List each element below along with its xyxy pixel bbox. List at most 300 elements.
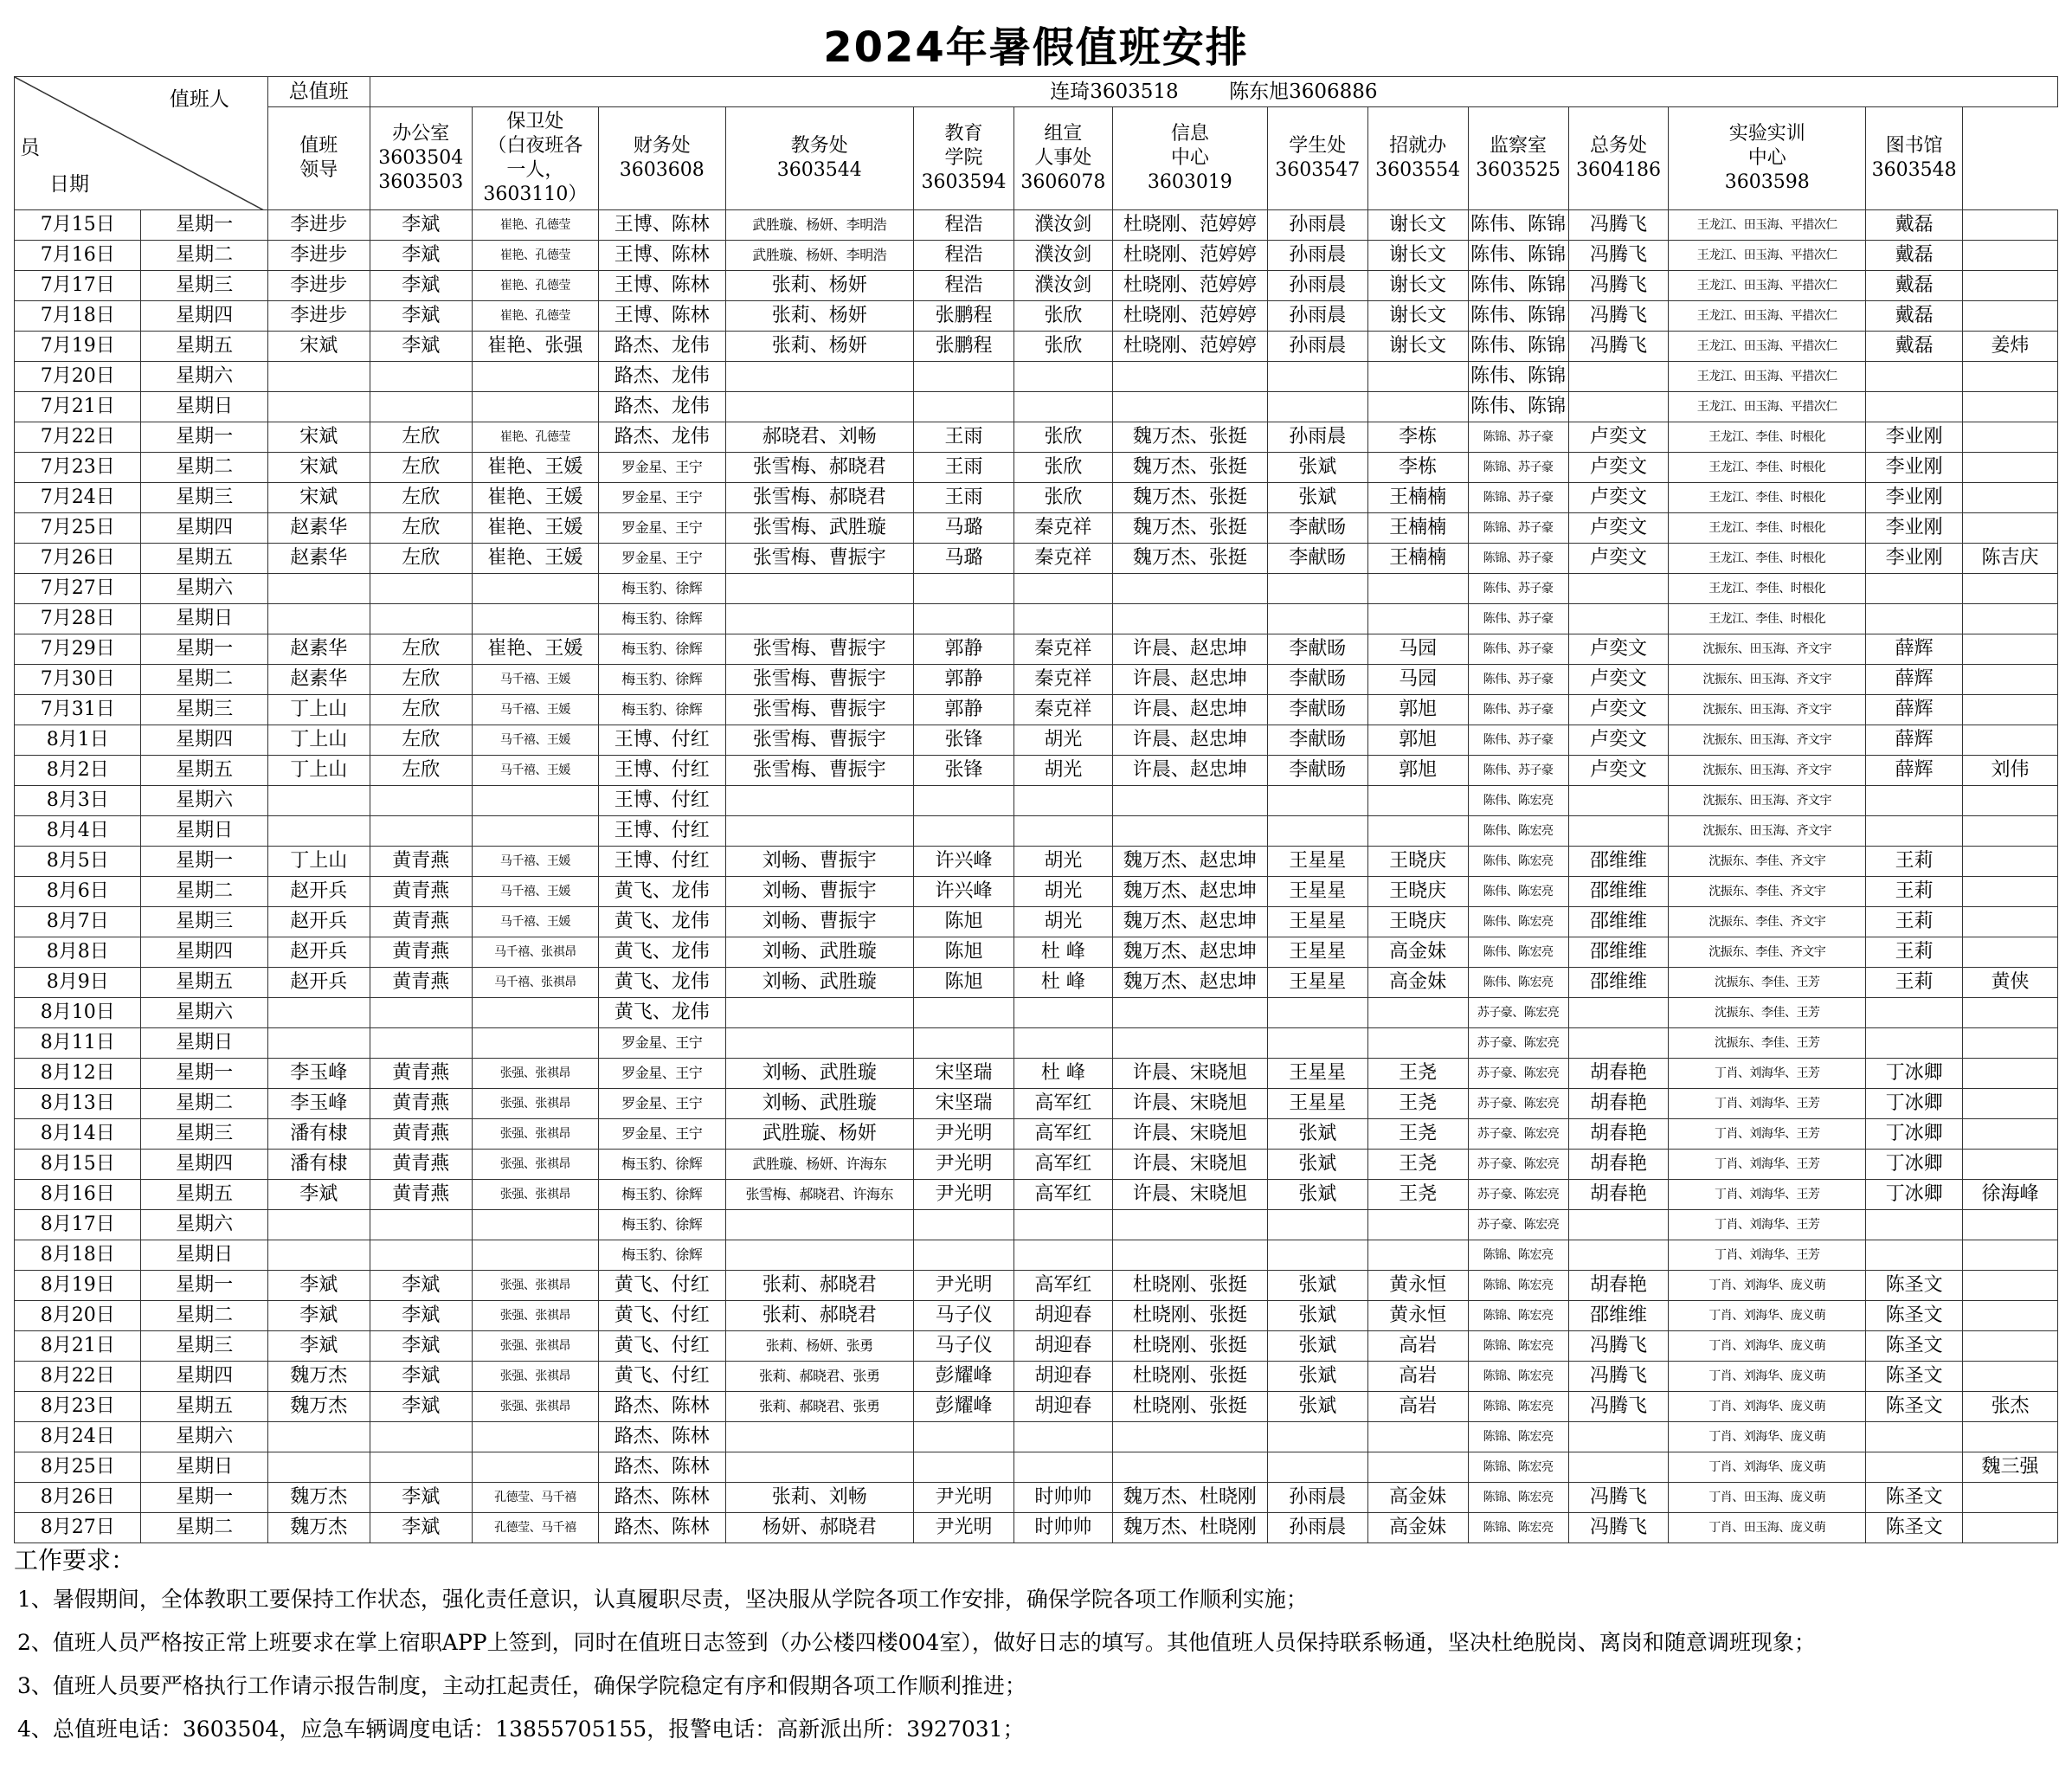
- table-cell: 黄青燕: [370, 1150, 472, 1180]
- table-cell: [1112, 1452, 1267, 1483]
- table-cell: 梅玉豹、徐辉: [599, 1150, 725, 1180]
- table-cell: 高军红: [1013, 1180, 1112, 1210]
- table-cell: 8月14日: [15, 1119, 141, 1150]
- table-cell: [1963, 1271, 2058, 1301]
- table-cell: 李斌: [267, 1271, 370, 1301]
- table-cell: 丁肖、刘海华、王芳: [1669, 1150, 1866, 1180]
- table-cell: 张雪梅、郝晓君、许海东: [725, 1180, 914, 1210]
- table-cell: 8月25日: [15, 1452, 141, 1483]
- table-row: [15, 1331, 2058, 1362]
- table-cell: 黄飞、龙伟: [599, 877, 725, 907]
- table-row: [15, 544, 2058, 574]
- table-cell: 8月15日: [15, 1150, 141, 1180]
- table-cell: 卢奕文: [1568, 422, 1669, 453]
- table-cell: [725, 786, 914, 816]
- table-cell: [914, 998, 1014, 1028]
- table-cell: 李斌: [370, 241, 472, 271]
- table-row: [15, 1180, 2058, 1210]
- table-cell: 陈锦、陈宏亮: [1468, 1301, 1568, 1331]
- table-cell: 尹光明: [914, 1150, 1014, 1180]
- table-cell: 李业刚: [1866, 513, 1963, 544]
- table-cell: 黄永恒: [1367, 1301, 1468, 1331]
- table-cell: 陈伟、陈锦: [1468, 392, 1568, 422]
- table-cell: 冯腾飞: [1568, 1513, 1669, 1543]
- table-cell: 沈振东、田玉海、齐文宇: [1669, 634, 1866, 665]
- table-cell: [914, 1452, 1014, 1483]
- table-cell: 路杰、陈林: [599, 1392, 725, 1422]
- table-cell: [472, 604, 598, 634]
- table-cell: [914, 604, 1014, 634]
- table-cell: 宋斌: [267, 483, 370, 513]
- table-cell: 武胜璇、杨妍、李明浩: [725, 210, 914, 241]
- table-cell: 星期六: [141, 574, 267, 604]
- table-cell: 苏子豪、陈宏亮: [1468, 1089, 1568, 1119]
- table-cell: [725, 998, 914, 1028]
- table-cell: 8月12日: [15, 1059, 141, 1089]
- table-cell: [370, 362, 472, 392]
- table-cell: 7月22日: [15, 422, 141, 453]
- table-cell: [1963, 210, 2058, 241]
- table-cell: 王龙江、田玉海、平措次仁: [1669, 332, 1866, 362]
- table-cell: 马璐: [914, 513, 1014, 544]
- table-cell: 黄青燕: [370, 1059, 472, 1089]
- table-cell: 王龙江、李佳、时根化: [1669, 604, 1866, 634]
- table-row: [15, 513, 2058, 544]
- table-cell: [1367, 1210, 1468, 1240]
- table-cell: 罗金星、王宁: [599, 1119, 725, 1150]
- table-cell: 黄侠: [1963, 968, 2058, 998]
- table-cell: 8月8日: [15, 937, 141, 968]
- table-cell: [1866, 998, 1963, 1028]
- table-cell: 张强、张祺昂: [472, 1180, 598, 1210]
- table-cell: 武胜璇、杨妍、许海东: [725, 1150, 914, 1180]
- table-cell: 孙雨晨: [1267, 271, 1367, 301]
- table-cell: 马子仪: [914, 1331, 1014, 1362]
- table-cell: 7月28日: [15, 604, 141, 634]
- table-cell: 胡光: [1013, 847, 1112, 877]
- table-cell: [1963, 998, 2058, 1028]
- column-header: 财务处 3603608: [599, 107, 725, 210]
- table-cell: [1112, 816, 1267, 847]
- table-cell: [1568, 998, 1669, 1028]
- table-cell: 刘畅、武胜璇: [725, 937, 914, 968]
- table-cell: 陈锦、苏子豪: [1468, 453, 1568, 483]
- table-cell: [1963, 513, 2058, 544]
- table-cell: [1963, 241, 2058, 271]
- table-cell: [1568, 1452, 1669, 1483]
- table-cell: 王龙江、李佳、时根化: [1669, 574, 1866, 604]
- table-cell: 王龙江、李佳、时根化: [1669, 453, 1866, 483]
- table-cell: 崔艳、孔德莹: [472, 301, 598, 332]
- header-corner-cell: [15, 77, 268, 210]
- table-cell: 李业刚: [1866, 422, 1963, 453]
- table-cell: 左欣: [370, 422, 472, 453]
- table-cell: [1568, 786, 1669, 816]
- table-cell: 魏万杰、赵忠坤: [1112, 877, 1267, 907]
- table-cell: 崔艳、孔德莹: [472, 271, 598, 301]
- table-cell: 陈锦、苏子豪: [1468, 513, 1568, 544]
- table-cell: 左欣: [370, 513, 472, 544]
- table-cell: 尹光明: [914, 1271, 1014, 1301]
- table-cell: [1568, 1210, 1669, 1240]
- table-cell: [1568, 362, 1669, 392]
- table-cell: 陈伟、苏子豪: [1468, 665, 1568, 695]
- table-cell: 王龙江、李佳、时根化: [1669, 513, 1866, 544]
- table-cell: [725, 362, 914, 392]
- table-cell: [1367, 1422, 1468, 1452]
- table-cell: 邵维维: [1568, 968, 1669, 998]
- table-cell: 高军红: [1013, 1119, 1112, 1150]
- table-cell: 李献旸: [1267, 544, 1367, 574]
- table-cell: 王博、陈林: [599, 241, 725, 271]
- table-cell: [267, 1422, 370, 1452]
- page: [14, 19, 2058, 1751]
- table-cell: [267, 604, 370, 634]
- table-cell: 王龙江、李佳、时根化: [1669, 544, 1866, 574]
- table-cell: 张莉、郝晓君: [725, 1301, 914, 1331]
- table-cell: 李斌: [370, 1513, 472, 1543]
- table-cell: 马千禧、王媛: [472, 756, 598, 786]
- table-cell: 刘畅、武胜璇: [725, 968, 914, 998]
- table-cell: 8月27日: [15, 1513, 141, 1543]
- table-cell: 张莉、杨妍、张勇: [725, 1331, 914, 1362]
- table-cell: 星期六: [141, 362, 267, 392]
- table-cell: [1013, 786, 1112, 816]
- table-cell: [1963, 665, 2058, 695]
- table-cell: 张斌: [1267, 1119, 1367, 1150]
- table-cell: 陈锦、陈宏亮: [1468, 1483, 1568, 1513]
- table-cell: 星期二: [141, 665, 267, 695]
- table-cell: [1367, 1028, 1468, 1059]
- table-cell: 李斌: [267, 1301, 370, 1331]
- table-cell: [1112, 392, 1267, 422]
- table-cell: 马璐: [914, 544, 1014, 574]
- table-cell: 马千禧、张祺昂: [472, 937, 598, 968]
- table-cell: 张斌: [1267, 1331, 1367, 1362]
- table-cell: 王雨: [914, 453, 1014, 483]
- corner-label-member: 员: [20, 137, 40, 159]
- table-cell: 梅玉豹、徐辉: [599, 574, 725, 604]
- table-cell: [1866, 1028, 1963, 1059]
- table-cell: 黄青燕: [370, 968, 472, 998]
- table-cell: 宋坚瑞: [914, 1089, 1014, 1119]
- table-cell: 宋坚瑞: [914, 1059, 1014, 1089]
- table-cell: 沈振东、李佳、齐文宇: [1669, 937, 1866, 968]
- table-row: [15, 634, 2058, 665]
- table-row: [15, 1422, 2058, 1452]
- table-cell: [370, 1422, 472, 1452]
- table-cell: 张欣: [1013, 301, 1112, 332]
- table-cell: 王莉: [1866, 877, 1963, 907]
- table-cell: [472, 574, 598, 604]
- table-cell: [370, 816, 472, 847]
- table-cell: 王尧: [1367, 1059, 1468, 1089]
- table-cell: 星期一: [141, 847, 267, 877]
- table-cell: 罗金星、王宁: [599, 1089, 725, 1119]
- table-cell: 李斌: [267, 1180, 370, 1210]
- table-cell: [1963, 483, 2058, 513]
- table-cell: [370, 998, 472, 1028]
- table-cell: 陈圣文: [1866, 1362, 1963, 1392]
- table-cell: 赵素华: [267, 634, 370, 665]
- table-cell: [1367, 816, 1468, 847]
- table-cell: [1013, 1240, 1112, 1271]
- table-cell: 张斌: [1267, 1180, 1367, 1210]
- table-cell: 郭静: [914, 665, 1014, 695]
- table-cell: [1963, 1150, 2058, 1180]
- table-cell: 郭静: [914, 695, 1014, 725]
- table-cell: 孙雨晨: [1267, 241, 1367, 271]
- table-cell: 星期日: [141, 1028, 267, 1059]
- table-cell: 杜 峰: [1013, 937, 1112, 968]
- table-cell: 李斌: [370, 1271, 472, 1301]
- table-cell: [1013, 816, 1112, 847]
- table-cell: 梅玉豹、徐辉: [599, 1210, 725, 1240]
- table-cell: 左欣: [370, 665, 472, 695]
- table-cell: [1013, 998, 1112, 1028]
- table-cell: 卢奕文: [1568, 544, 1669, 574]
- table-cell: 沈振东、李佳、齐文宇: [1669, 877, 1866, 907]
- table-cell: [1866, 392, 1963, 422]
- table-cell: 星期二: [141, 241, 267, 271]
- table-cell: 程浩: [914, 241, 1014, 271]
- table-cell: 王龙江、田玉海、平措次仁: [1669, 210, 1866, 241]
- table-cell: 路杰、陈林: [599, 1483, 725, 1513]
- table-cell: [1267, 574, 1367, 604]
- table-cell: 张莉、杨妍: [725, 332, 914, 362]
- table-cell: 李斌: [370, 1331, 472, 1362]
- table-cell: 张鹏程: [914, 301, 1014, 332]
- table-cell: 张强、张祺昂: [472, 1271, 598, 1301]
- table-row: [15, 1059, 2058, 1089]
- table-cell: 黄青燕: [370, 907, 472, 937]
- table-cell: 李进步: [267, 271, 370, 301]
- table-cell: 7月26日: [15, 544, 141, 574]
- table-cell: 高岩: [1367, 1331, 1468, 1362]
- table-cell: 许晨、宋晓旭: [1112, 1089, 1267, 1119]
- table-cell: 许兴峰: [914, 847, 1014, 877]
- table-cell: [1013, 362, 1112, 392]
- table-cell: 潘有棣: [267, 1150, 370, 1180]
- table-cell: 王尧: [1367, 1089, 1468, 1119]
- table-cell: 沈振东、李佳、王芳: [1669, 968, 1866, 998]
- table-cell: 星期三: [141, 695, 267, 725]
- table-cell: [1963, 422, 2058, 453]
- table-cell: 冯腾飞: [1568, 1392, 1669, 1422]
- table-cell: 罗金星、王宁: [599, 544, 725, 574]
- table-cell: 卢奕文: [1568, 695, 1669, 725]
- table-cell: 星期一: [141, 1483, 267, 1513]
- table-cell: 魏万杰、赵忠坤: [1112, 847, 1267, 877]
- table-cell: 李栋: [1367, 453, 1468, 483]
- table-cell: 沈振东、李佳、齐文宇: [1669, 907, 1866, 937]
- table-cell: 丁肖、田玉海、庞义萌: [1669, 1483, 1866, 1513]
- table-cell: [1866, 574, 1963, 604]
- table-cell: [1963, 816, 2058, 847]
- table-cell: 星期四: [141, 513, 267, 544]
- table-cell: 陈伟、苏子豪: [1468, 725, 1568, 756]
- table-cell: 星期一: [141, 210, 267, 241]
- table-cell: 星期三: [141, 1119, 267, 1150]
- table-cell: 杜晓刚、范婷婷: [1112, 301, 1267, 332]
- table-cell: 秦克祥: [1013, 634, 1112, 665]
- table-cell: [1367, 1452, 1468, 1483]
- table-cell: 许晨、赵忠坤: [1112, 725, 1267, 756]
- table-cell: 孙雨晨: [1267, 301, 1367, 332]
- table-row: [15, 877, 2058, 907]
- table-cell: [1267, 1452, 1367, 1483]
- table-cell: 李斌: [370, 271, 472, 301]
- table-row: [15, 1119, 2058, 1150]
- table-cell: 苏子豪、陈宏亮: [1468, 1150, 1568, 1180]
- table-cell: 胡光: [1013, 725, 1112, 756]
- table-cell: 丁冰卿: [1866, 1150, 1963, 1180]
- table-cell: 李献旸: [1267, 665, 1367, 695]
- table-cell: 李献旸: [1267, 725, 1367, 756]
- table-cell: 丁冰卿: [1866, 1180, 1963, 1210]
- table-cell: 星期四: [141, 725, 267, 756]
- table-cell: [725, 574, 914, 604]
- table-cell: 左欣: [370, 756, 472, 786]
- table-cell: 杜晓刚、范婷婷: [1112, 332, 1267, 362]
- table-cell: 丁上山: [267, 847, 370, 877]
- table-cell: 张雪梅、武胜璇: [725, 513, 914, 544]
- table-cell: 杜晓刚、张挺: [1112, 1392, 1267, 1422]
- table-row: [15, 1089, 2058, 1119]
- table-cell: 王晓庆: [1367, 877, 1468, 907]
- table-cell: 许晨、赵忠坤: [1112, 695, 1267, 725]
- table-cell: [1267, 392, 1367, 422]
- table-cell: [472, 392, 598, 422]
- table-cell: 沈振东、田玉海、齐文宇: [1669, 725, 1866, 756]
- table-row: [15, 301, 2058, 332]
- table-cell: [725, 392, 914, 422]
- column-header: 图书馆 3603548: [1866, 107, 1963, 210]
- table-cell: 杜 峰: [1013, 1059, 1112, 1089]
- table-row: [15, 210, 2058, 241]
- table-cell: 路杰、龙伟: [599, 362, 725, 392]
- table-cell: 左欣: [370, 725, 472, 756]
- table-cell: 王博、付红: [599, 816, 725, 847]
- table-cell: [1963, 1210, 2058, 1240]
- table-row: [15, 1028, 2058, 1059]
- table-cell: 杜晓刚、范婷婷: [1112, 271, 1267, 301]
- table-cell: 胡迎春: [1013, 1392, 1112, 1422]
- table-cell: 尹光明: [914, 1483, 1014, 1513]
- table-cell: 马园: [1367, 634, 1468, 665]
- table-cell: 星期日: [141, 816, 267, 847]
- table-cell: 胡春艳: [1568, 1119, 1669, 1150]
- table-cell: [1013, 1210, 1112, 1240]
- table-cell: 罗金星、王宁: [599, 453, 725, 483]
- table-cell: 陈圣文: [1866, 1392, 1963, 1422]
- table-cell: 徐海峰: [1963, 1180, 2058, 1210]
- table-cell: 尹光明: [914, 1119, 1014, 1150]
- table-cell: 杨妍、郝晓君: [725, 1513, 914, 1543]
- table-cell: [370, 392, 472, 422]
- table-cell: 黄青燕: [370, 937, 472, 968]
- table-cell: 张莉、郝晓君、张勇: [725, 1392, 914, 1422]
- table-cell: [1367, 786, 1468, 816]
- table-cell: 魏万杰: [267, 1483, 370, 1513]
- table-row: [15, 937, 2058, 968]
- table-cell: [914, 574, 1014, 604]
- table-cell: 高军红: [1013, 1271, 1112, 1301]
- table-cell: [914, 1240, 1014, 1271]
- table-cell: 星期三: [141, 1331, 267, 1362]
- table-cell: [1866, 1452, 1963, 1483]
- table-cell: 郭旭: [1367, 725, 1468, 756]
- table-cell: 陈伟、陈锦: [1468, 301, 1568, 332]
- table-cell: 苏子豪、陈宏亮: [1468, 1059, 1568, 1089]
- table-cell: 丁冰卿: [1866, 1119, 1963, 1150]
- table-cell: 杜 峰: [1013, 968, 1112, 998]
- table-cell: 星期一: [141, 634, 267, 665]
- table-cell: [267, 574, 370, 604]
- table-cell: 星期五: [141, 968, 267, 998]
- table-cell: 陈锦、陈宏亮: [1468, 1513, 1568, 1543]
- table-cell: 7月16日: [15, 241, 141, 271]
- table-cell: 赵素华: [267, 513, 370, 544]
- table-cell: 李进步: [267, 301, 370, 332]
- table-cell: 丁肖、刘海华、王芳: [1669, 1210, 1866, 1240]
- table-cell: 王博、陈林: [599, 301, 725, 332]
- table-cell: 赵素华: [267, 665, 370, 695]
- table-cell: 陈旭: [914, 968, 1014, 998]
- table-cell: [370, 786, 472, 816]
- table-cell: 张雪梅、郝晓君: [725, 453, 914, 483]
- table-cell: 张雪梅、曹振宇: [725, 634, 914, 665]
- table-cell: 张强、张祺昂: [472, 1331, 598, 1362]
- table-cell: 孙雨晨: [1267, 1513, 1367, 1543]
- table-cell: 杜晓刚、张挺: [1112, 1331, 1267, 1362]
- table-cell: [1568, 1028, 1669, 1059]
- table-cell: 濮汝剑: [1013, 241, 1112, 271]
- table-cell: [472, 1210, 598, 1240]
- table-cell: 冯腾飞: [1568, 301, 1669, 332]
- table-cell: [472, 1422, 598, 1452]
- table-cell: 张莉、杨妍: [725, 301, 914, 332]
- table-cell: 星期四: [141, 301, 267, 332]
- table-cell: 丁肖、田玉海、庞义萌: [1669, 1513, 1866, 1543]
- table-cell: [1112, 1028, 1267, 1059]
- table-cell: 8月21日: [15, 1331, 141, 1362]
- table-cell: 王尧: [1367, 1180, 1468, 1210]
- table-cell: 王星星: [1267, 968, 1367, 998]
- table-cell: [1013, 1028, 1112, 1059]
- table-cell: 黄飞、付红: [599, 1362, 725, 1392]
- table-cell: 潘有棣: [267, 1119, 370, 1150]
- table-cell: 张雪梅、曹振宇: [725, 544, 914, 574]
- table-cell: 王尧: [1367, 1150, 1468, 1180]
- table-cell: 卢奕文: [1568, 483, 1669, 513]
- table-cell: 丁肖、刘海华、庞义萌: [1669, 1422, 1866, 1452]
- table-cell: 陈锦、陈宏亮: [1468, 1362, 1568, 1392]
- table-cell: [1267, 604, 1367, 634]
- table-cell: 7月18日: [15, 301, 141, 332]
- table-cell: 马千禧、王媛: [472, 877, 598, 907]
- table-cell: 8月1日: [15, 725, 141, 756]
- table-cell: 星期五: [141, 332, 267, 362]
- table-cell: 薛辉: [1866, 695, 1963, 725]
- table-cell: 陈旭: [914, 937, 1014, 968]
- table-cell: 孙雨晨: [1267, 210, 1367, 241]
- table-cell: 陈吉庆: [1963, 544, 2058, 574]
- table-cell: [1112, 786, 1267, 816]
- table-cell: [370, 1210, 472, 1240]
- table-cell: 时帅帅: [1013, 1513, 1112, 1543]
- table-cell: 8月3日: [15, 786, 141, 816]
